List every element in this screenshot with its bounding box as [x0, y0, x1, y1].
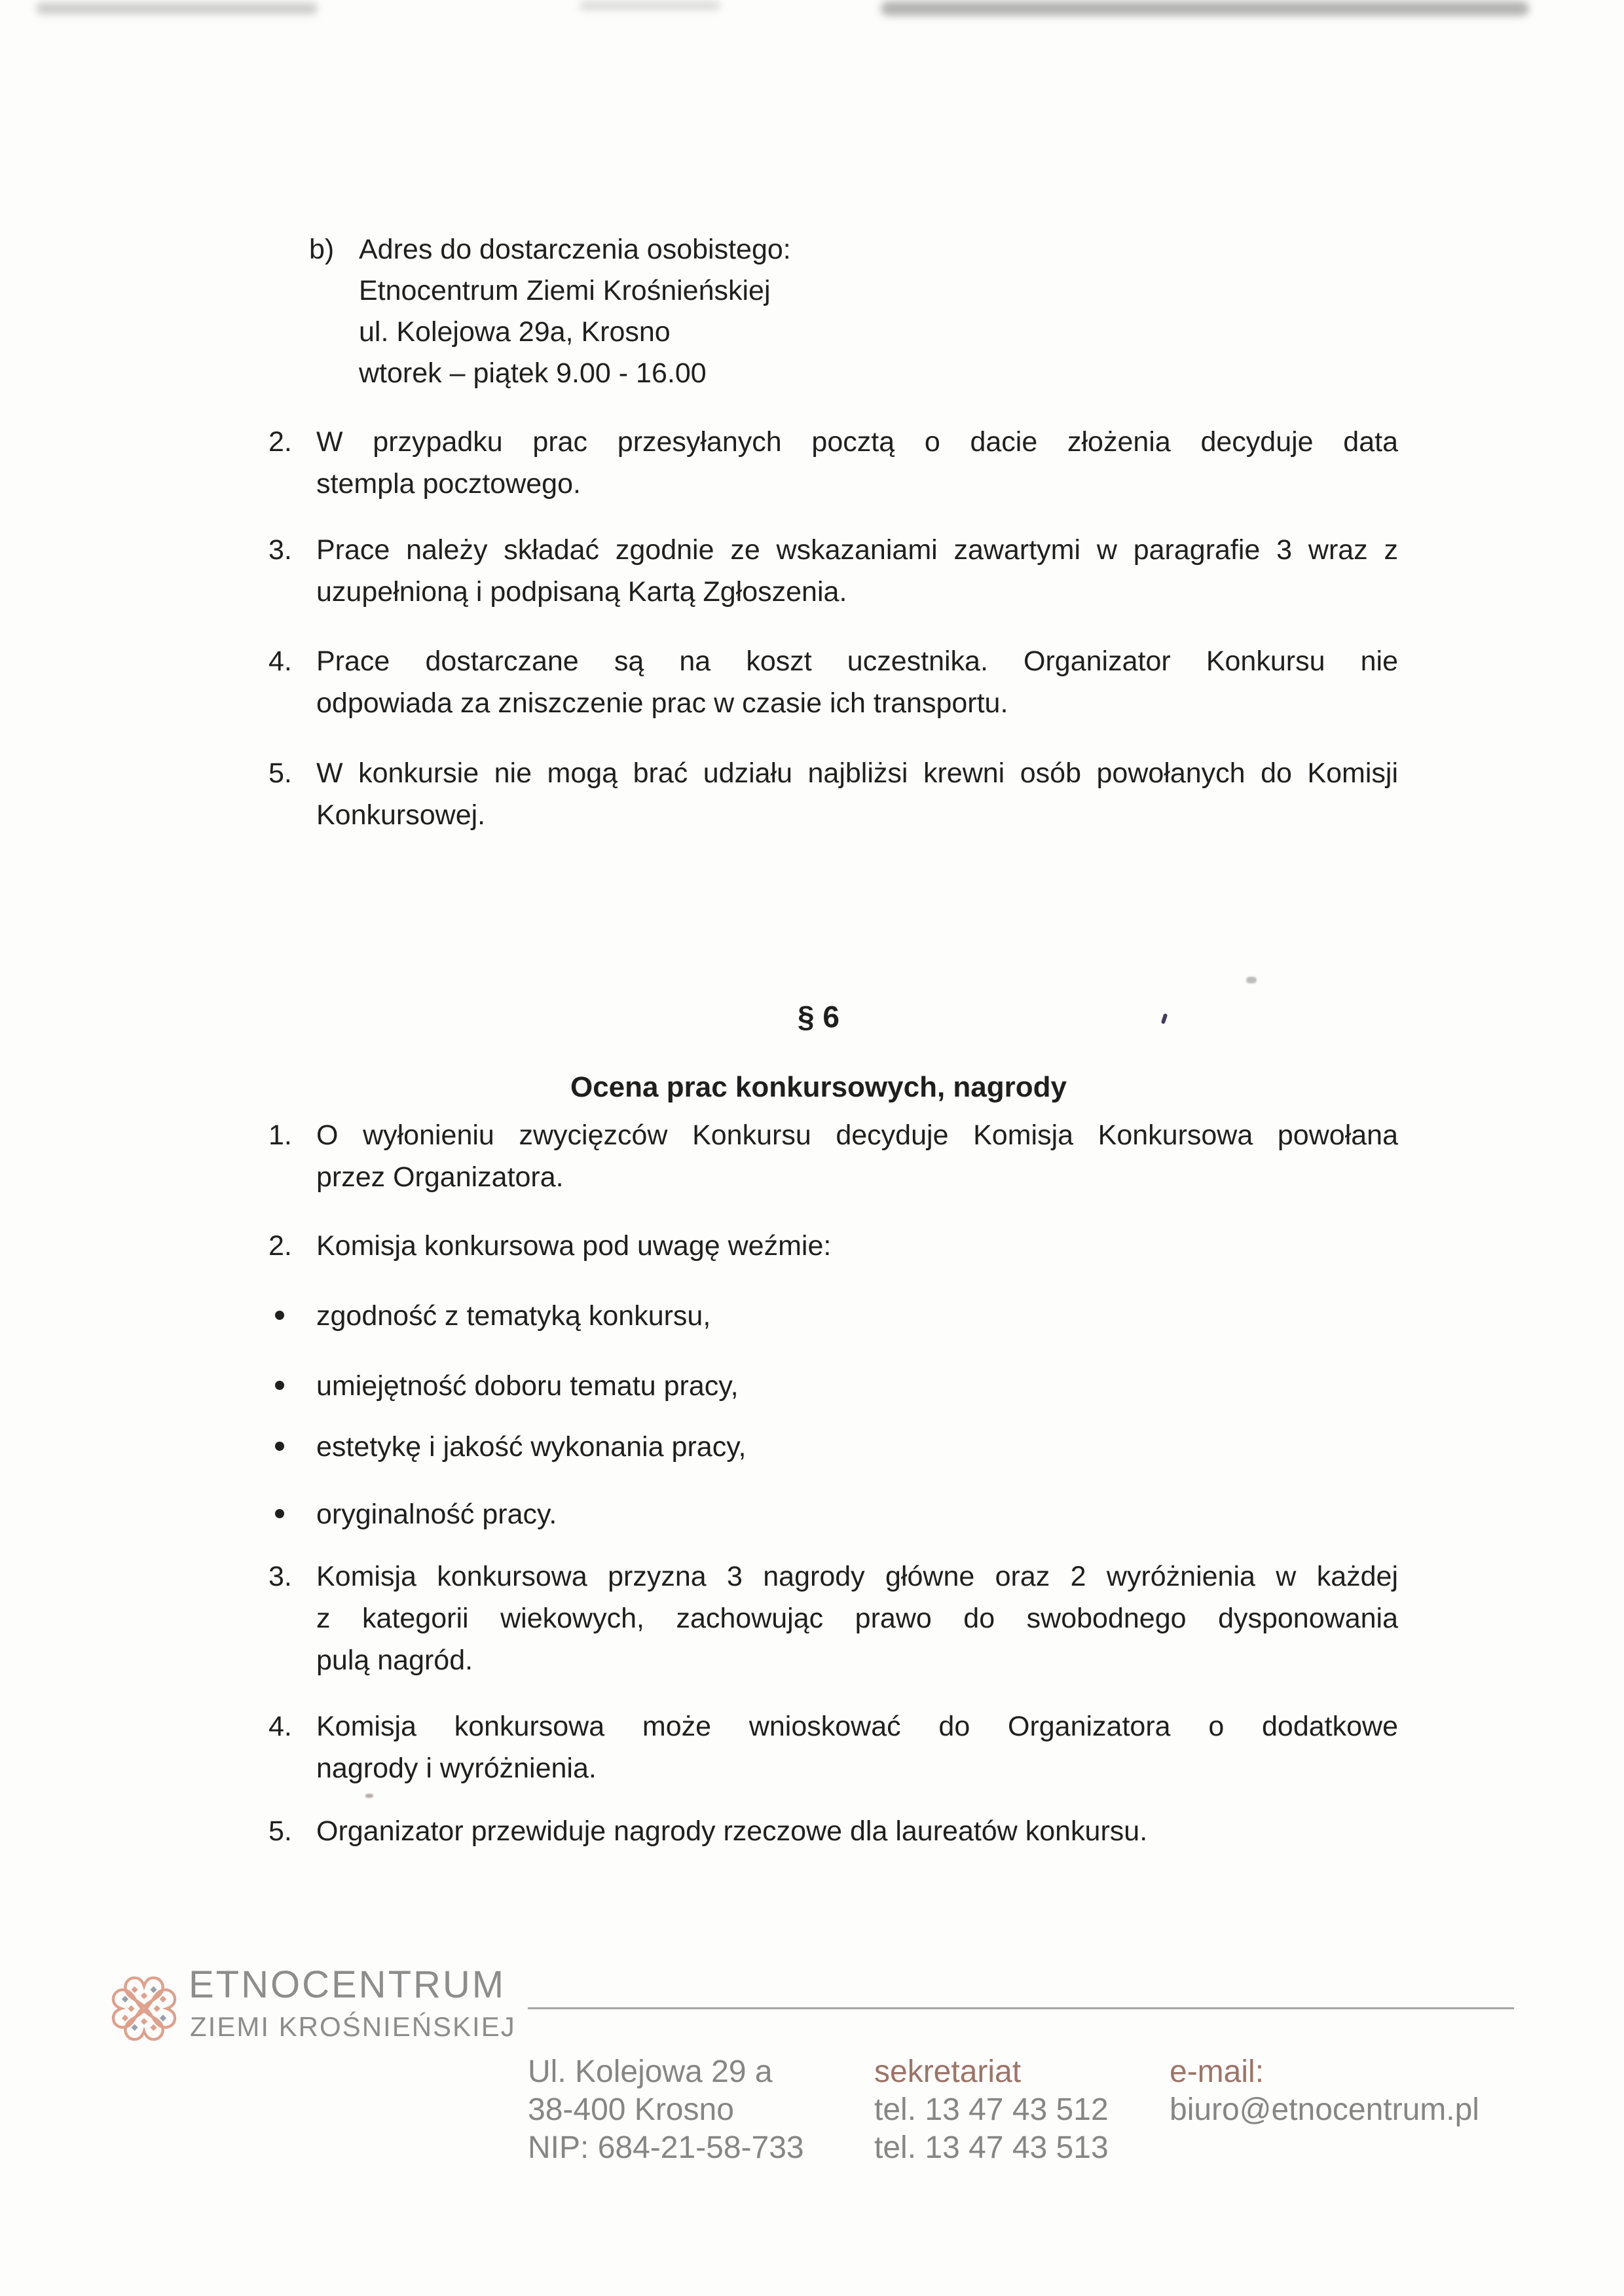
logo-wordmark: ETNOCENTRUM [189, 1963, 506, 2006]
list-item-2 [268, 421, 1398, 505]
paragraph-line: przez Organizatora. [316, 1161, 564, 1193]
footer-secretariat-column [874, 2053, 1109, 2167]
email-label: e-mail: [1170, 2054, 1264, 2089]
criteria-bullet [268, 1493, 1398, 1535]
eval-item-5 [268, 1810, 1398, 1852]
list-number: 3. [268, 534, 292, 566]
address-text [359, 229, 1422, 394]
scan-speck [365, 1794, 373, 1798]
footer-street: Ul. Kolejowa 29 a [528, 2054, 773, 2089]
paragraph-line: W przypadku prac przesyłanych pocztą o dacie złożenia decyduje data [316, 426, 1398, 458]
footer-divider [528, 2007, 1514, 2009]
email-address: biuro@etnocentrum.pl [1170, 2092, 1479, 2127]
scan-smudge [580, 1, 720, 10]
bullet-dot-icon [275, 1311, 284, 1320]
address-line: Adres do dostarczenia osobistego: [359, 234, 791, 265]
bullet-text: umiejętność doboru tematu pracy, [316, 1370, 739, 1402]
paragraph-line: Organizator przewiduje nagrody rzeczowe dla laureatów konkursu. [316, 1815, 1148, 1847]
list-number: 5. [268, 757, 292, 789]
paragraph-line: Komisja konkursowa pod uwagę weźmie: [316, 1230, 832, 1262]
list-number: 2. [268, 426, 292, 458]
bullet-text: estetykę i jakość wykonania pracy, [316, 1431, 747, 1463]
eval-item-4 [268, 1705, 1398, 1789]
paragraph-line: Prace dostarczane są na koszt uczestnika. Organizator Konkursu nie [316, 646, 1398, 677]
list-number: 3. [268, 1561, 292, 1592]
bullet-text: zgodność z tematyką konkursu, [316, 1300, 711, 1332]
list-number: 4. [268, 1711, 292, 1742]
address-line: wtorek – piątek 9.00 - 16.00 [359, 357, 707, 389]
list-number: 5. [268, 1815, 292, 1847]
scan-smudge [36, 3, 318, 14]
paragraph-line: uzupełnioną i podpisaną Kartą Zgłoszenia. [316, 576, 847, 608]
eval-item-1 [268, 1114, 1398, 1198]
list-item-5 [268, 752, 1398, 836]
section-mark: § 6 [798, 1000, 840, 1034]
secretariat-phone-1: tel. 13 47 43 512 [874, 2092, 1109, 2127]
footer-address-column [528, 2053, 804, 2167]
list-number: 2. [268, 1230, 292, 1262]
bullet-text: oryginalność pracy. [316, 1499, 557, 1530]
bullet-dot-icon [275, 1509, 284, 1518]
paragraph-line: Prace należy składać zgodnie ze wskazaniami zawartymi w paragrafie 3 wraz z [316, 534, 1398, 566]
footer-email-column [1170, 2053, 1479, 2129]
criteria-bullet [268, 1295, 1398, 1337]
paragraph-line: W konkursie nie mogą brać udziału najbliżsi krewni osób powołanych do Komisji [316, 757, 1398, 789]
paragraph-line: odpowiada za zniszczenie prac w czasie ich transportu. [316, 687, 1008, 719]
etnocentrum-flower-logo-icon [103, 1968, 185, 2049]
eval-item-2 [268, 1225, 1398, 1267]
paragraph-line: stempla pocztowego. [316, 468, 581, 500]
paragraph-line: O wyłonieniu zwycięzców Konkursu decyduje Komisja Konkursowa powołana [316, 1120, 1398, 1151]
address-sub-item [309, 229, 1422, 394]
scan-smudge [881, 1, 1529, 16]
list-item-3 [268, 529, 1398, 613]
paragraph-line: pulą nagród. [316, 1645, 473, 1676]
list-number: 4. [268, 646, 292, 677]
criteria-bullet [268, 1426, 1398, 1468]
address-line: Etnocentrum Ziemi Krośnieńskiej [359, 275, 771, 306]
secretariat-label: sekretariat [874, 2054, 1022, 2089]
paragraph-line: Konkursowej. [316, 799, 486, 831]
address-line: ul. Kolejowa 29a, Krosno [359, 316, 671, 348]
bullet-dot-icon [275, 1381, 284, 1390]
paragraph-line: Komisja konkursowa może wnioskować do Organizatora o dodatkowe [316, 1711, 1398, 1742]
scan-speck [1246, 977, 1257, 983]
paragraph-line: nagrody i wyróżnienia. [316, 1753, 597, 1784]
paragraph-line: z kategorii wiekowych, zachowując prawo do swobodnego dysponowania [316, 1603, 1398, 1634]
criteria-bullet [268, 1365, 1398, 1407]
list-item-4 [268, 640, 1398, 724]
section-title: Ocena prac konkursowych, nagrody [570, 1071, 1067, 1103]
logo-subtitle: ZIEMI KROŚNIEŃSKIEJ [190, 2011, 516, 2042]
eval-item-3 [268, 1556, 1398, 1681]
footer-nip: NIP: 684-21-58-733 [528, 2130, 804, 2165]
secretariat-phone-2: tel. 13 47 43 513 [874, 2130, 1109, 2165]
list-marker-b: b) [309, 234, 335, 265]
bullet-dot-icon [275, 1442, 284, 1451]
footer-city: 38-400 Krosno [528, 2092, 734, 2127]
paragraph-line: Komisja konkursowa przyzna 3 nagrody główne oraz 2 wyróżnienia w każdej [316, 1561, 1398, 1592]
list-number: 1. [268, 1120, 292, 1151]
